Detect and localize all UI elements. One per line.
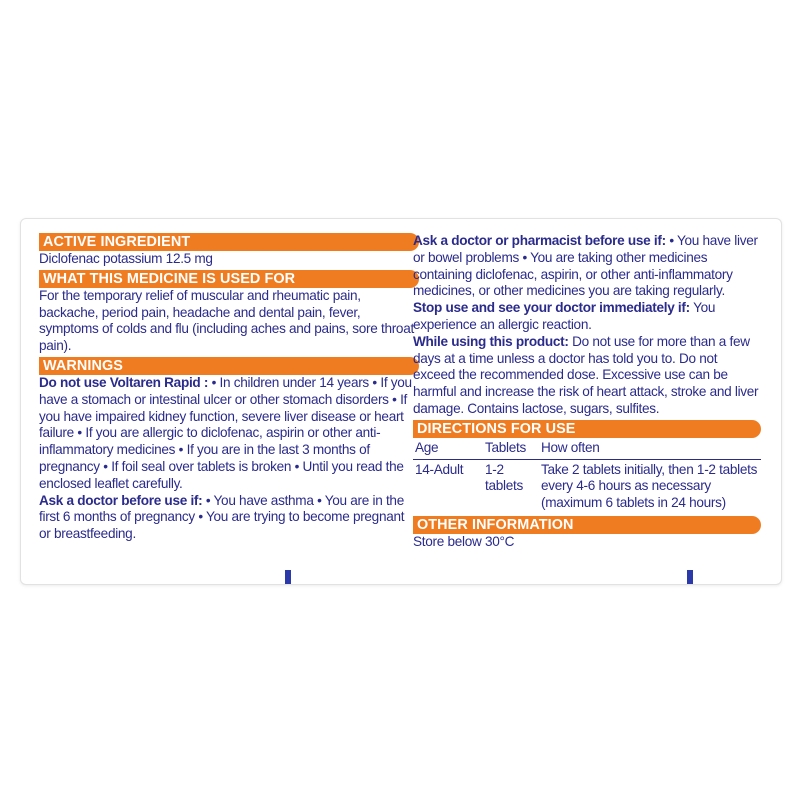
ask-pharmacist-paragraph [413,233,761,300]
do-not-use-text: • In children under 14 years • If you have a stomach or intestinal ulcer or other stomach disorders • If you have impaired kidney function, severe liver disease or heart failure • If you are allergic to diclofenac, aspirin or other anti-inflammatory medicines • If you are in the last 3 months of pregnancy • If foil seal over tablets is broken • Until you read the enclosed leaflet carefully. [39,374,412,491]
cell-age: 14-Adult [415,461,464,477]
warnings-header: WARNINGS [39,357,419,375]
right-column [413,233,761,551]
directions-table-header-row [413,438,761,459]
other-info-text: Store below 30°C [413,533,515,549]
used-for-text: For the temporary relief of muscular and rheumatic pain, backache, period pain, headache and dental pain, fever, symptoms of colds and flu (including aches and pains, sore throat pain). [39,287,414,354]
while-using-paragraph [413,334,761,418]
column-header-tablets: Tablets [483,438,539,459]
medicine-info-panel [20,218,782,585]
do-not-use-label: Do not use Voltaren Rapid : [39,374,209,390]
directions-header: DIRECTIONS FOR USE [413,420,761,438]
ask-pharmacist-label: Ask a doctor or pharmacist before use if: [413,233,666,248]
active-ingredient-header: ACTIVE INGREDIENT [39,233,419,251]
left-column [39,233,419,543]
table-row [413,459,761,514]
ask-doctor-label: Ask a doctor before use if: [39,492,203,508]
ask-doctor-text: • You have asthma • You are in the first 6 months of pregnancy • You are trying to become pregnant or breastfeeding. [39,492,405,542]
directions-table [413,438,761,514]
ask-pharmacist-text: • You have liver or bowel problems • You are taking other medicines containing diclofenac, aspirin, or other anti-inflammatory medicines, or other medicines you are taking regularly. [413,233,758,299]
used-for-header: WHAT THIS MEDICINE IS USED FOR [39,270,419,288]
ask-doctor-paragraph [39,493,419,543]
other-info-header: OTHER INFORMATION [413,516,761,534]
cell-how-often: Take 2 tablets initially, then 1-2 tablets every 4-6 hours as necessary (maximum 6 tablets in 24 hours) [541,461,758,511]
active-ingredient-text: Diclofenac potassium 12.5 mg [39,251,213,266]
stop-use-text: You experience an allergic reaction. [413,300,716,332]
column-header-age: Age [413,438,483,459]
while-using-label: While using this product: [413,333,569,349]
fold-marker-right [687,570,693,584]
cell-tablets: 1-2 tablets [485,461,523,494]
stop-use-label: Stop use and see your doctor immediately if: [413,300,690,316]
while-using-text: Do not use for more than a few days at a time unless a doctor has told you to. Do not exceed the recommended dose. Excessive use can be harmful and increase the risk of heart attack, stroke and liver damage. Contains lactose, sugars, sulfites. [413,333,759,416]
fold-marker-left [285,570,291,584]
column-header-how-often: How often [539,438,761,459]
do-not-use-paragraph [39,375,419,493]
stop-use-paragraph [413,300,761,334]
